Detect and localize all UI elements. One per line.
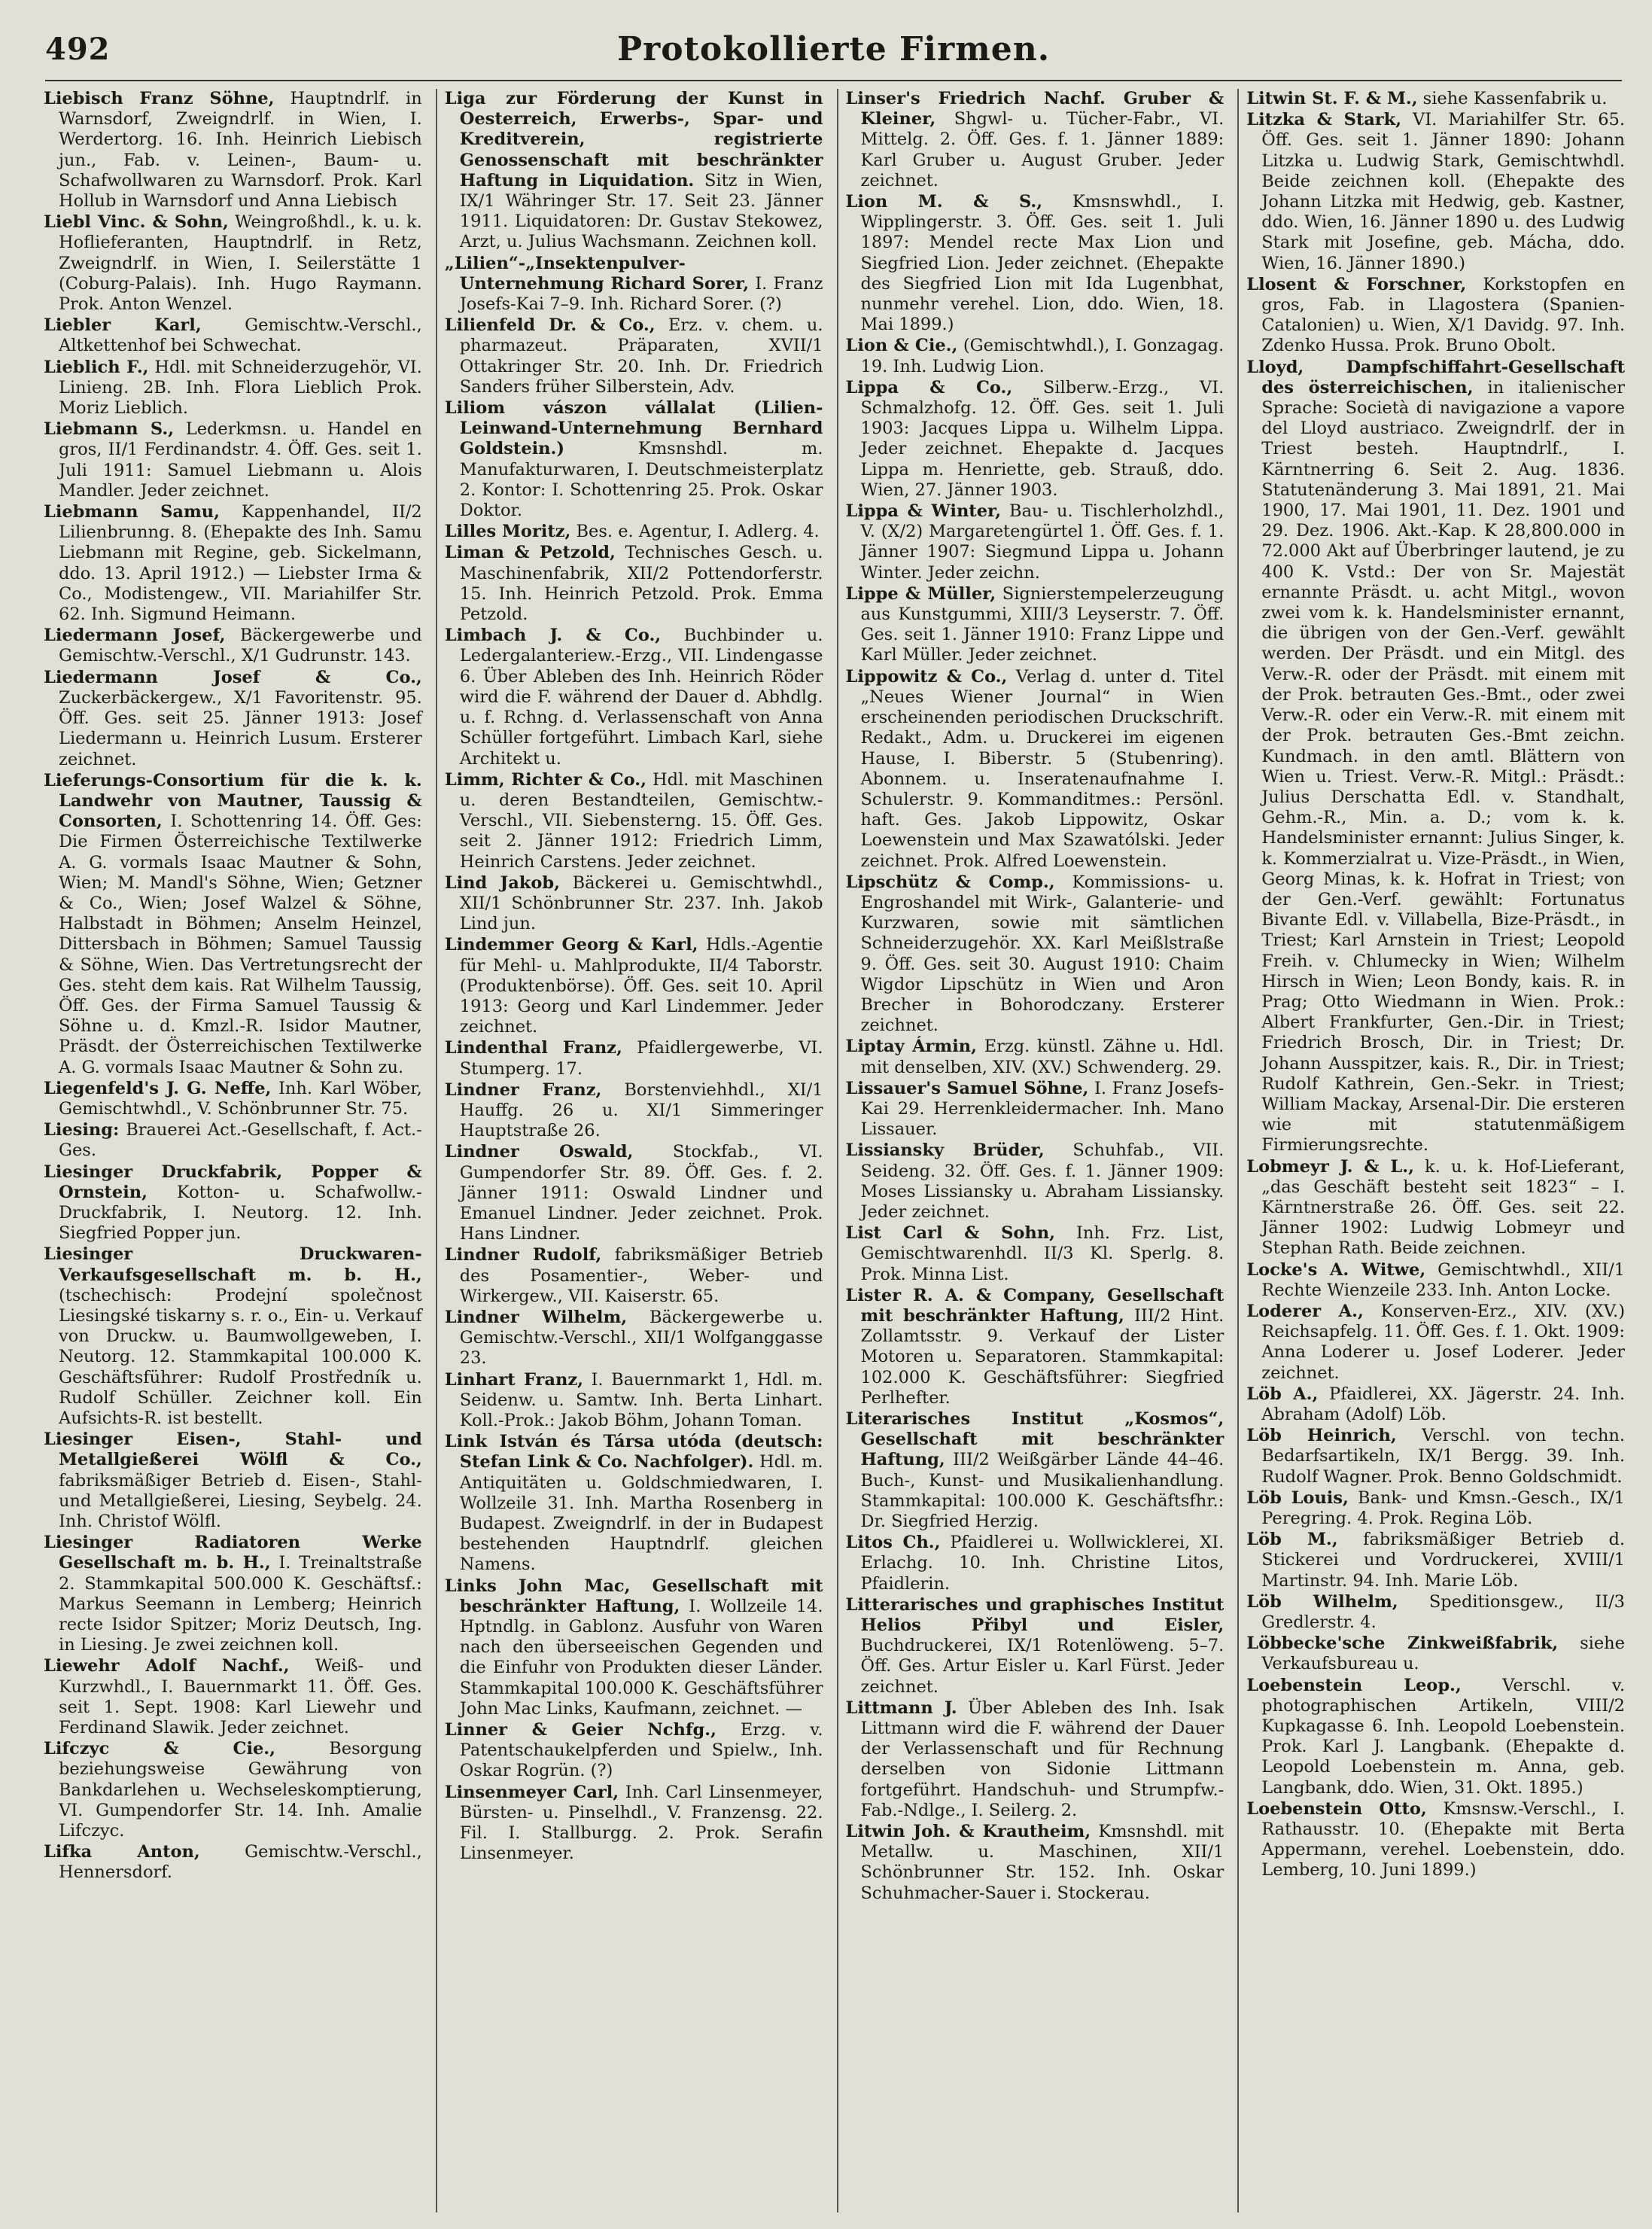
entry-details: Weiß- und Kurzwhdl., I. Bauernmarkt 11. Öff. Ges. seit 1. Sept. 1908: Karl Liewehr und Ferdinand Slawik. Jeder zeichnet. — [59, 1656, 422, 1738]
directory-entry — [445, 522, 823, 542]
entry-details: Shgwl- u. Tücher-Fabr., VI. Mittelg. 2. Öff. Ges. f. 1. Jänner 1889: Karl Gruber u. August Gruber. Jeder zeichnet. — [860, 109, 1225, 190]
directory-entry — [44, 502, 422, 625]
firm-name: Liedermann Josef & Co., — [44, 667, 422, 687]
directory-entry — [445, 1245, 823, 1307]
directory-entry — [445, 1038, 823, 1079]
directory-entry — [1246, 1302, 1625, 1384]
entry-details: Hdl. mit Schneiderzugehör, VI. Linieng. 2B. Inh. Flora Lieblich Prok. Moriz Lieblich. — [59, 357, 422, 419]
directory-entry — [1246, 1799, 1625, 1881]
firm-name: Liebl Vinc. & Sohn, — [44, 212, 229, 233]
directory-entry — [445, 873, 823, 935]
firm-name: Löb Heinrich, — [1246, 1426, 1397, 1446]
directory-entry — [1246, 1426, 1625, 1488]
entry-details: (tschechisch: Prodejní společnost Liesingské tiskarny s. r. o., Ein- u. Verkauf von Druckw. u. Baumwollgeweben, I. Neutorg. 12. Stammkapital 100.000 K. Geschäftsführer: Rudolf Prostředník u. Rudolf Schüller. Zeichner koll. Ein Aufsichts-R. ist bestellt. — [59, 1285, 422, 1428]
entry-details: fabriksmäßiger Betrieb d. Eisen-, Stahl- und Metallgießerei, Liesing, Seybelg. 24. Inh. Christof Wölfl. — [59, 1470, 422, 1532]
firm-name: Lippe & Müller, — [845, 583, 996, 604]
firm-name: Limbach J. & Co., — [444, 626, 662, 646]
entry-details: Pfaidlerei, XX. Jägerstr. 24. Inh. Abraham (Adolf) Löb. — [1261, 1384, 1625, 1424]
directory-entry — [445, 543, 823, 625]
firm-name: Lippa & Co., — [845, 377, 1013, 397]
firm-name: Löbbecke'sche Zinkweißfabrik, — [1246, 1634, 1559, 1654]
entry-details: Inh. Karl Wöber, Gemischtwhdl., V. Schönbrunner Str. 75. — [59, 1078, 422, 1119]
firm-name: Liesinger Eisen-, Stahl- und Metallgießerei Wölfl & Co., — [44, 1430, 422, 1470]
firm-name: Lipschütz & Comp., — [845, 872, 1055, 892]
entry-details: k. u. k. Hof-Lieferant, „das Geschäft besteht seit 1823“ – I. Kärntnerstraße 26. Öff. Ges. seit 22. Jänner 1902: Ludwig Lobmeyr und Stephan Rath. Beide zeichnen. — [1261, 1156, 1625, 1259]
header-rule — [45, 80, 1622, 81]
directory-entry — [846, 336, 1225, 376]
directory-entry — [846, 872, 1225, 1037]
firm-name: Liesinger Radiatoren Werke Gesellschaft m. b. H., — [44, 1533, 422, 1573]
firm-name: Litwin St. F. & M., — [1246, 89, 1418, 108]
directory-entry — [846, 1533, 1225, 1594]
entry-details: Speditionsgew., II/3 Gredlerstr. 4. — [1261, 1591, 1625, 1633]
page-header — [45, 23, 1622, 75]
entry-details: Weingroßhdl., k. u. k. Hoflieferanten, Hauptndrlf. in Retz, Zweigndrlf. in Wien, I. Seilerstätte 1 (Coburg-Palais). Inh. Hugo Raymann. Prok. Anton Wenzel. — [59, 212, 422, 315]
directory-entry — [1246, 1488, 1625, 1529]
directory-entry — [1246, 1592, 1625, 1633]
directory-entry — [44, 1244, 422, 1429]
firm-name: Litterarisches und graphisches Institut Helios Přibyl und Eisler, — [845, 1594, 1225, 1636]
firm-name: Liewehr Adolf Nachf., — [44, 1656, 290, 1676]
firm-name: Llosent & Forschner, — [1246, 274, 1467, 294]
entry-details: Kmsnshdl. mit Metallw. u. Maschinen, XII/1 Schönbrunner Str. 152. Inh. Oskar Schuhmacher-Sauer i. Stockerau. — [860, 1822, 1225, 1903]
directory-entry — [44, 419, 422, 501]
firm-name: Liebisch Franz Söhne, — [44, 89, 275, 108]
entry-details: Hdl. m. Antiquitäten u. Goldschmiedwaren, I. Wollzeile 31. Inh. Martha Rosenberg in Budapest. Zweigndrlf. in der in Budapest bestehenden Hauptndrlf. gleichen Namens. — [459, 1452, 823, 1575]
entry-details: I. Franz Josefs-Kai 7–9. Inh. Richard Sorer. (?) — [459, 273, 823, 315]
entry-details: III/2 Weißgärber Lände 44–46. Buch-, Kunst- und Musikalienhandlung. Stammkapital: 100.000 K. Geschäftsfhr.: Dr. Siegfried Herzig. — [860, 1450, 1225, 1532]
entry-details: Verschl. v. photographischen Artikeln, VIII/2 Kupkagasse 6. Inh. Leopold Loebenstein. Prok. Karl J. Langbank. (Ehepakte d. Leopold Loebenstein m. Anna, geb. Langbank, ddo. Wien, 31. Okt. 1895.) — [1261, 1675, 1625, 1798]
directory-entry — [44, 1162, 422, 1244]
entry-details: Verschl. von techn. Bedarfsartikeln, IX/1 Bergg. 39. Inh. Rudolf Wagner. Prok. Benno Goldschmidt. — [1261, 1426, 1625, 1487]
directory-entry — [846, 667, 1225, 872]
firm-name: Linsenmeyer Carl, — [444, 1782, 619, 1802]
directory-entry — [846, 584, 1225, 666]
firm-name: Liptay Ármin, — [845, 1037, 977, 1057]
firm-name: Liesinger Druckwaren-Verkaufsgesellschaft m. b. H., — [44, 1244, 422, 1285]
entry-details: (Gemischtwhdl.), I. Gonzagag. 19. Inh. Ludwig Lion. — [860, 336, 1225, 376]
entry-details: Zuckerbäckergew., X/1 Favoritenstr. 95. Öff. Ges. seit 25. Jänner 1913: Josef Liedermann u. Heinrich Lusum. Ersterer zeichnet. — [59, 687, 422, 769]
directory-entry — [445, 626, 823, 769]
firm-name: Loderer A., — [1246, 1301, 1364, 1321]
firm-name: Lindemmer Georg & Karl, — [444, 935, 698, 955]
directory-entry — [44, 1533, 422, 1655]
firm-name: Literarisches Institut „Kosmos“, Gesellschaft mit beschränkter Haftung, — [845, 1409, 1225, 1470]
firm-name: Lissauer's Samuel Söhne, — [845, 1078, 1089, 1098]
directory-entry — [445, 935, 823, 1037]
directory-entry — [1246, 1634, 1625, 1674]
directory-entry — [846, 1037, 1225, 1077]
firm-name: Linser's Friedrich Nachf. Gruber & Kleiner, — [845, 89, 1225, 129]
firm-name: Lobmeyr J. & L., — [1246, 1156, 1414, 1177]
entry-details: siehe Verkaufsbureau u. — [1261, 1634, 1625, 1674]
directory-entry — [44, 358, 422, 419]
firm-name: Liesinger Druckfabrik, Popper & Ornstein, — [44, 1162, 422, 1202]
directory-entry — [44, 1079, 422, 1119]
running-title: Protokollierte Firmen. — [616, 30, 1051, 69]
firm-name: Liebmann Samu, — [44, 502, 220, 522]
firm-name: Lifka Anton, — [44, 1842, 200, 1862]
directory-entry — [846, 1698, 1225, 1821]
directory-entry — [445, 398, 823, 521]
entry-details: Borstenviehhdl., XI/1 Hauffg. 26 u. XI/1 Simmeringer Hauptstraße 26. — [459, 1079, 823, 1141]
entry-details: Inh. Carl Linsenmeyer, Bürsten- u. Pinselhdl., V. Franzensg. 22. Fil. I. Stallburgg. 2. Prok. Serafin Linsenmeyer. — [459, 1782, 823, 1864]
firm-name: Limm, Richter & Co., — [444, 769, 647, 790]
entry-details: Über Ableben des Inh. Isak Littmann wird die F. während der Dauer der Verlassenschaft und für Rechnung derselben von Sidonie Littmann fortgeführt. Handschuh- und Strumpfw.-Fab.-Ndlge., I. Seilerg. 2. — [860, 1698, 1225, 1820]
entry-details: Signierstempelerzeugung aus Kunstgummi, XIII/3 Leyserstr. 7. Öff. Ges. seit 1. Jänner 1910: Franz Lippe und Karl Müller. Jeder zeichnet. — [860, 583, 1225, 665]
entry-details: in italienischer Sprache: Società di navigazione a vapore del Lloyd austriaco. Zweigndrlf. der in Triest besteh. Hauptndrlf., I. Kärntnerring 6. Seit 2. Aug. 1836. Statutenänderung 3. Mai 1891, 21. Mai 1900, 17. Mai 1901, 11. Dez. 1901 und 29. Dez. 1906. Akt.-Kap. K 28,800.000 in 72.000 Akt auf Überbringer lautend, je zu 400 K. Vstd.: Der von Sr. Majestät ernannte Präsdt. u. acht Mitgl., wovon zwei vom k. k. Handelsminister ernannt, die übrigen von der Gen.-Verf. gewählt werden. Der Präsdt. und ein Mitgl. des Verw.-R. oder der Präsdt. mit einem mit der Prok. betrauten Ges.-Bmt., oder zwei Verw.-R. oder ein Verw.-R. mit einem mit der Prok. betrauten Ges.-Bmt zeichn. Kundmach. in den amtl. Blättern von Wien u. Triest. Verw.-R. Mitgl.: Präsdt.: Julius Derschatta Edl. v. Standhalt, Gehm.-R., Min. a. D.; vom k. k. Handelsminister ernannt: Julius Singer, k. k. Kommerzialrat u. Vize-Präsdt., in Wien, Georg Minas, k. k. Hofrat in Triest; von der Gen.-Verf. gewählt: Fortunatus Bivante Edl. v. Villabella, Bize-Präsdt., in Triest; Karl Arnstein in Triest; Leopold Freih. v. Chlumecky in Wien; Wilhelm Hirsch in Wien; Leon Bondy, kais. R. in Prag; Otto Wiedmann in Wien. Prok.: Albert Frankfurter, Gen.-Dir. in Triest; Friedrich Brosch, Dir. in Triest; Dr. Johann Ausspitzer, kais. R., Dir. in Triest; Rudolf Kathrein, Gen.-Sekr. in Triest; William Mackay, Arsenal-Dir. Die ersteren wie mit statutenmäßigem Firmierungsrechte. — [1261, 377, 1626, 1156]
directory-entry — [846, 501, 1225, 583]
directory-entry — [846, 1223, 1225, 1285]
directory-entry — [44, 212, 422, 315]
directory-entry — [846, 1286, 1225, 1408]
firm-name: Litos Ch., — [845, 1533, 941, 1553]
firm-name: Löb Louis, — [1246, 1488, 1349, 1508]
directory-entry — [445, 1370, 823, 1432]
firm-name: Liegenfeld's J. G. Neffe, — [44, 1078, 272, 1098]
entry-details: Gemischtw.-Verschl., Hennersdorf. — [59, 1842, 422, 1883]
entry-details: Bäckerei u. Gemischtwhdl., XII/1 Schönbrunner Str. 237. Inh. Jakob Lind jun. — [459, 872, 823, 934]
firm-name: Liedermann Josef, — [44, 626, 226, 646]
entry-details: I. Schottenring 14. Öff. Ges: Die Firmen Österreichische Textilwerke A. G. vormals Isaac Mautner & Sohn, Wien; M. Mandl's Söhne, Wien; Getzner & Co., Wien; Josef Walzel & Söhne, Halbstadt in Böhmen; Anselm Heinzel, Dittersbach in Böhmen; Samuel Taussig & Söhne, Wien. Das Vertretungsrecht der Ges. steht dem kais. Rat Wilhelm Taussig, Öff. Ges. der Firma Samuel Taussig & Söhne u. d. Kmzl.-R. Isidor Mautner, Präsdt. der Österreichischen Textilwerke A. G. vormals Isaac Mautner & Sohn zu. — [59, 812, 422, 1077]
entry-details: VI. Mariahilfer Str. 65. Öff. Ges. seit 1. Jänner 1890: Johann Litzka u. Ludwig Stark, Gemischtwhdl. Beide zeichnen koll. (Ehepakte des Johann Litzka mit Hedwig, geb. Kastner, ddo. Wien, 16. Jänner 1890 u. des Ludwig Stark mit Josefine, geb. Mácha, ddo. Wien, 16. Jänner 1890.) — [1261, 110, 1626, 273]
entry-details: Stockfab., VI. Gumpendorfer Str. 89. Öff. Ges. f. 2. Jänner 1911: Oswald Lindner und Emanuel Lindner. Jeder zeichnet. Prok. Hans Lindner. — [459, 1142, 823, 1244]
firm-name: Lilienfeld Dr. & Co., — [444, 315, 656, 336]
directory-entry — [1246, 89, 1625, 109]
entry-details: Kmsnshdl. m. Manufakturwaren, I. Deutschmeisterplatz 2. Kontor: I. Schottenring 25. Prok. Oskar Doktor. — [459, 439, 823, 521]
firm-name: Litzka & Stark, — [1246, 110, 1402, 130]
entry-details: Buchdruckerei, IX/1 Rotenlöweng. 5–7. Öff. Ges. Artur Eisler u. Karl Fürst. Jeder zeichnet. — [860, 1636, 1225, 1697]
column-4 — [1237, 89, 1629, 2212]
entry-details: Inh. Frz. List, Gemischtwarenhdl. II/3 Kl. Sperlg. 8. Prok. Minna List. — [860, 1223, 1225, 1284]
firm-name: Liebmann S., — [44, 419, 175, 440]
firm-name: Lifczyc & Cie., — [44, 1739, 275, 1759]
entry-details: Besorgung beziehungsweise Gewährung von Bankdarlehen u. Wechseleskomptierung, VI. Gumpendorfer Str. 14. Inh. Amalie Lifczyc. — [59, 1739, 422, 1841]
entry-details: Korkstopfen en gros, Fab. in Llagostera (Spanien-Catalonien) u. Wien, X/1 Davidg. 97. Inh. Zdenko Hussa. Prok. Bruno Obolt. — [1261, 274, 1625, 356]
entry-details: Hdls.-Agentie für Mehl- u. Mahlprodukte, II/4 Taborstr. (Produktenbörse). Öff. Ges. seit 10. April 1913: Georg und Karl Lindemmer. Jeder zeichnet. — [459, 935, 823, 1037]
directory-entry — [44, 315, 422, 356]
entry-details: fabriksmäßiger Betrieb des Posamentier-, Weber- und Wirkergew., VII. Kaiserstr. 65. — [459, 1245, 823, 1306]
firm-name: Linner & Geier Nchfg., — [444, 1720, 716, 1740]
entry-details: Erz. v. chem. u. pharmazeut. Präparaten, XVII/1 Ottakringer Str. 20. Inh. Dr. Friedrich Sanders früher Silberstein, Adv. — [459, 315, 823, 397]
directory-entry — [44, 1739, 422, 1841]
entry-details: Konserven-Erz., XIV. (XV.) Reichsapfelg. 11. Öff. Ges. f. 1. Okt. 1909: Anna Loderer u. Josef Loderer. Jeder zeichnet. — [1261, 1301, 1625, 1383]
entry-details: Bau- u. Tischlerholzhdl., V. (X/2) Margaretengürtel 1. Öff. Ges. f. 1. Jänner 1907: Siegmund Lippa u. Johann Winter. Jeder zeichn. — [860, 501, 1225, 583]
directory-entry — [846, 1079, 1225, 1140]
entry-details: Gemischtw.-Verschl., Altkettenhof bei Schwechat. — [59, 315, 422, 356]
directory-entry — [44, 1656, 422, 1738]
directory-entry — [846, 378, 1225, 501]
entry-details: Pfaidlergewerbe, VI. Stumperg. 17. — [459, 1038, 823, 1079]
firm-name: Lissiansky Brüder, — [845, 1140, 1045, 1161]
firm-name: Liman & Petzold, — [444, 543, 616, 563]
entry-details: Hdl. mit Maschinen u. deren Bestandteilen, Gemischtw.-Verschl., VII. Siebensterng. 15. Öff. Ges. seit 2. Jänner 1912: Friedrich Limm, Heinrich Carstens. Jeder zeichnet. — [459, 769, 823, 872]
firm-name: Lieferungs-Consortium für die k. k. Landwehr von Mautner, Taussig & Consorten, — [44, 770, 422, 832]
firm-name: Lindner Wilhelm, — [444, 1307, 628, 1327]
entry-details: Verlag d. unter d. Titel „Neues Wiener Journal“ in Wien erscheinenden periodischen Druckschrift. Redakt., Adm. u. Druckerei im eigenen Hause, I. Biberstr. 5 (Stubenring). Abonnem. u. Inseratenaufnahme I. Schulerstr. 9. Kommanditmes.: Persönl. haft. Ges. Jakob Lippowitz, Oskar Loewenstein und Max Szawatólski. Jeder zeichnet. Prok. Alfred Loewenstein. — [860, 666, 1225, 871]
entry-details: Technisches Gesch. u. Maschinenfabrik, XII/2 Pottendorferstr. 15. Inh. Heinrich Petzold. Prok. Emma Petzold. — [459, 543, 823, 625]
entry-details: Pfaidlerei u. Wollwicklerei, XI. Erlachg. 10. Inh. Christine Litos, Pfaidlerin. — [860, 1533, 1225, 1594]
firm-name: Lind Jakob, — [444, 872, 560, 893]
directory-entry — [1246, 358, 1625, 1156]
firm-name: Litwin Joh. & Krautheim, — [845, 1822, 1091, 1842]
directory-entry — [44, 771, 422, 1078]
directory-entry — [1246, 110, 1625, 274]
directory-entry — [846, 1595, 1225, 1698]
entry-details: I. Wollzeile 14. Hptndlg. in Gablonz. Ausfuhr von Waren nach den überseeischen Gegenden und die Einfuhr von Produkten dieser Länder. Stammkapital 100.000 K. Geschäftsführer John Mac Links, Kaufmann, zeichnet. — — [459, 1596, 823, 1719]
entry-details: Bes. e. Agentur, I. Adlerg. 4. — [570, 522, 820, 542]
firm-name: Littmann J. — [845, 1698, 957, 1718]
directory-entry — [445, 770, 823, 872]
firm-name: Lippowitz & Co., — [845, 666, 1008, 687]
directory-entry — [44, 1120, 422, 1161]
directory-entry — [445, 254, 823, 315]
firm-name: Lindner Rudolf, — [444, 1245, 602, 1265]
entry-details: Bäckergewerbe u. Gemischtw.-Verschl., XII/1 Wolfganggasse 23. — [459, 1307, 823, 1369]
column-1 — [44, 89, 427, 2212]
directory-entry — [445, 315, 823, 397]
directory-entry — [445, 1142, 823, 1244]
firm-name: Links John Mac, Gesellschaft mit beschränkter Haftung, — [444, 1576, 823, 1616]
directory-entry — [1246, 1676, 1625, 1798]
directory-entry — [445, 1720, 823, 1782]
directory-entry — [1246, 1530, 1625, 1591]
firm-name: Lindner Oswald, — [444, 1142, 634, 1162]
entry-details: Sitz in Wien, IX/1 Währinger Str. 17. Seit 23. Jänner 1911. Liquidatoren: Dr. Gustav Stekowez, Arzt, u. Julius Wachsmann. Zeichnen koll. — [459, 170, 823, 252]
entry-details: III/2 Hint. Zollamtsstr. 9. Verkauf der Lister Motoren u. Separatoren. Stammkapital: 102.000 K. Geschäftsführer: Siegfried Perlhefter. — [860, 1305, 1225, 1408]
directory-entry — [445, 1080, 823, 1142]
directory-entry — [44, 668, 422, 770]
entry-details: Kommissions- u. Engroshandel mit Wirk-, Galanterie- und Kurzwaren, sowie mit sämtlichen Schneiderzugehör. XX. Karl Meißlstraße 9. Öff. Ges. seit 30. August 1910: Chaim Wigdor Lipschütz in Wien und Aron Brecher in Bohorodczany. Ersterer zeichnet. — [860, 872, 1225, 1036]
firm-name: Liliom vászon vállalat (Lilien-Leinwand-Unternehmung Bernhard Goldstein.) — [444, 398, 823, 459]
entry-details: Brauerei Act.-Gesellschaft, f. Act.-Ges. — [59, 1120, 422, 1161]
firm-name: Lindner Franz, — [444, 1079, 602, 1100]
firm-name: Lilles Moritz, — [444, 522, 571, 542]
firm-name: Loebenstein Leop., — [1246, 1675, 1462, 1695]
firm-name: Lieblich F., — [44, 357, 149, 377]
directory-entry — [44, 1430, 422, 1532]
firm-name: Löb A., — [1246, 1384, 1319, 1404]
firm-name: List Carl & Sohn, — [845, 1223, 1055, 1244]
column-2 — [436, 89, 828, 2212]
directory-entry — [846, 192, 1225, 335]
directory-entry — [846, 1140, 1225, 1223]
firm-name: Liebler Karl, — [44, 315, 202, 336]
entry-details: Bank- und Kmsn.-Gesch., IX/1 Peregring. 4. Prok. Regina Löb. — [1261, 1488, 1625, 1529]
entry-details: Schuhfab., VII. Seideng. 32. Öff. Ges. f. 1. Jänner 1909: Moses Lissiansky u. Abraham Lissiansky. Jeder zeichnet. — [860, 1140, 1225, 1222]
entry-details: fabriksmäßiger Betrieb d. Stickerei und Vordruckerei, XVIII/1 Martinstr. 94. Inh. Marie Löb. — [1261, 1530, 1625, 1591]
entry-details: Erzg. künstl. Zähne u. Hdl. mit denselben, XIV. (XV.) Schwenderg. 29. — [860, 1037, 1225, 1077]
directory-entry — [1246, 1260, 1625, 1301]
firm-name: Liesing: — [44, 1120, 120, 1140]
directory-entry — [445, 1576, 823, 1719]
firm-name: Linhart Franz, — [444, 1369, 583, 1390]
directory-entry — [445, 1783, 823, 1865]
directory-entry — [44, 626, 422, 666]
firm-name: Loebenstein Otto, — [1246, 1798, 1427, 1819]
entry-details: Kmsnsw.-Verschl., I. Rathausstr. 10. (Ehepakte mit Berta Appermann, verehel. Loebenstein, ddo. Lemberg, 10. Juni 1899.) — [1261, 1798, 1625, 1880]
entry-details: Kotton- u. Schafwollw.-Druckfabrik, I. Neutorg. 12. Inh. Siegfried Popper jun. — [59, 1182, 422, 1244]
entry-details: siehe Kassenfabrik u. — [1417, 89, 1608, 108]
directory-entry — [445, 1308, 823, 1369]
entry-details: Silberw.-Erzg., VI. Schmalzhofg. 12. Öff. Ges. seit 1. Juli 1903: Jacques Lippa u. Wilhelm Lippa. Jeder zeichnet. Ehepakte d. Jacques Lippa m. Henriette, geb. Strauß, ddo. Wien, 27. Jänner 1903. — [860, 377, 1225, 500]
firm-name: Liga zur Förderung der Kunst in Oesterreich, Erwerbs-, Spar- und Kreditverein, registrierte Genossenschaft mit beschränkter Haftung in Liquidation. — [444, 89, 823, 190]
columns-container — [44, 89, 1629, 2212]
firm-name: Lindenthal Franz, — [444, 1038, 622, 1058]
entry-details: Buchbinder u. Ledergalanteriew.-Erzg., VII. Lindengasse 6. Über Ableben des Inh. Heinrich Röder wird die F. während der Dauer d. Abhdlg. u. f. Rchng. d. Verlassenschaft von Anna Schüller fortgeführt. Limbach Karl, siehe Architekt u. — [459, 626, 823, 769]
firm-name: Lister R. A. & Company, Gesellschaft mit beschränkter Haftung, — [845, 1285, 1225, 1326]
firm-name: Löb Wilhelm, — [1246, 1591, 1398, 1612]
directory-entry — [1246, 1384, 1625, 1425]
entry-details: Kmsnswhdl., I. Wipplingerstr. 3. Öff. Ges. seit 1. Juli 1897: Mendel recte Max Lion und Siegfried Lion. Jeder zeichnet. (Ehepakte des Siegfried Lion mit Ida Lugenbhat, nunmehr verehel. Lion, ddo. Wien, 18. Mai 1899.) — [860, 192, 1225, 335]
firm-name: Lippa & Winter, — [845, 501, 1002, 522]
page-number: 492 — [45, 32, 111, 67]
firm-name: „Lilien“-„Insektenpulver-Unternehmung Richard Sorer, — [444, 253, 750, 294]
entry-details: Hauptndrlf. in Warnsdorf, Zweigndrlf. in Wien, I. Werdertorg. 16. Inh. Heinrich Liebisch jun., Fab. v. Leinen-, Baum- u. Schafwollwaren zu Warnsdorf. Prok. Karl Hollub in Warnsdorf und Anna Liebisch — [59, 89, 422, 212]
firm-name: Lloyd, Dampfschiffahrt-Gesellschaft des österreichischen, — [1246, 357, 1625, 397]
firm-name: Lion M. & S., — [845, 192, 1043, 212]
entry-details: Kappenhandel, II/2 Lilienbrunng. 8. (Ehepakte des Inh. Samu Liebmann mit Regine, geb. Sickelmann, ddo. 13. April 1912.) — Liebster Irma & Co., Modistengew., VII. Mariahilfer Str. 62. Inh. Sigmund Heimann. — [59, 502, 422, 625]
entry-details: I. Bauernmarkt 1, Hdl. m. Seidenw. u. Samtw. Inh. Berta Linhart. Koll.-Prok.: Jakob Böhm, Johann Toman. — [459, 1369, 823, 1430]
directory-entry — [846, 89, 1225, 191]
directory-entry — [1246, 1157, 1625, 1259]
directory-entry — [445, 89, 823, 253]
directory-entry — [846, 1409, 1225, 1532]
directory-entry — [44, 89, 422, 212]
entry-details: Gemischtwhdl., XII/1 Rechte Wienzeile 233. Inh. Anton Locke. — [1261, 1259, 1625, 1300]
directory-entry — [44, 1842, 422, 1883]
firm-name: Lion & Cie., — [845, 336, 958, 356]
firm-name: Löb M., — [1246, 1530, 1338, 1550]
entry-details: Bäckergewerbe und Gemischtw.-Verschl., X/1 Gudrunstr. 143. — [59, 626, 422, 666]
entry-details: I. Treinaltstraße 2. Stammkapital 500.000 K. Geschäftsf.: Markus Seemann in Lemberg; Heinrich recte Isidor Spitzer; Moriz Deutsch, Ing. in Liesing. Je zwei zeichnen koll. — [59, 1553, 422, 1655]
column-3 — [837, 89, 1229, 2212]
directory-entry — [445, 1432, 823, 1575]
directory-entry — [846, 1822, 1225, 1904]
entry-details: Erzg. v. Patentschaukelpferden und Spielw., Inh. Oskar Rogrün. (?) — [459, 1720, 823, 1781]
firm-name: Locke's A. Witwe, — [1246, 1259, 1426, 1280]
entry-details: Lederkmsn. u. Handel en gros, II/1 Ferdinandstr. 4. Öff. Ges. seit 1. Juli 1911: Samuel Liebmann u. Alois Mandler. Jeder zeichnet. — [59, 419, 422, 501]
directory-entry — [1246, 275, 1625, 357]
firm-name: Link István és Társa utóda (deutsch: Stefan Link & Co. Nachfolger). — [444, 1432, 823, 1472]
entry-details: I. Franz Josefs-Kai 29. Herrenkleidermacher. Inh. Mano Lissauer. — [860, 1078, 1225, 1140]
